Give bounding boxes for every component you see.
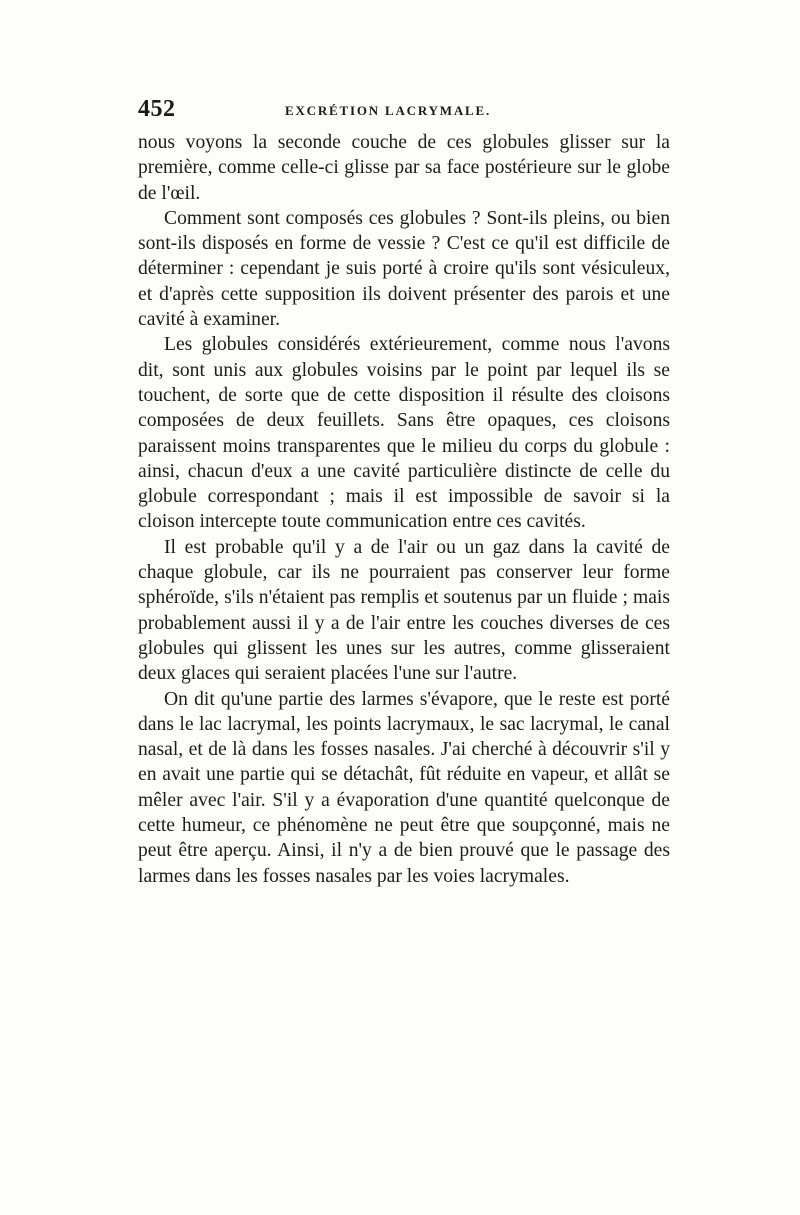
page-number: 452 (138, 96, 176, 122)
paragraph-globule-composition: Comment sont composés ces globules ? Sont-ils pleins, ou bien sont-ils disposés en forme de vessie ? C'est ce qu'il est difficile de déterminer : cependant je suis porté à croire qu'ils sont vésiculeux, et d'après cette supposition ils doivent présenter des parois et une cavité à examiner. (138, 207, 670, 331)
paragraph-globule-cloisons: Les globules considérés extérieurement, comme nous l'avons dit, sont unis aux globules voisins par le point par lequel ils se touchent, de sorte que de cette disposition il résulte des cloisons composées de deux feuillets. Sans être opaques, ces cloisons paraissent moins transparentes que le milieu du corps du globule : ainsi, chacun d'eux a une cavité particulière distincte de celle du globule correspondant ; mais il est impossible de savoir si la cloison intercepte toute communication entre ces cavités. (138, 334, 670, 533)
paragraph-continuation: nous voyons la seconde couche de ces globules glisser sur la première, comme celle-ci glisse par sa face postérieure sur le globe de l'œil. (138, 132, 670, 204)
body-text (138, 130, 670, 889)
paragraph-air-in-cavity: Il est probable qu'il y a de l'air ou un gaz dans la cavité de chaque globule, car ils ne pourraient pas conserver leur forme sphéroïde, s'ils n'étaient pas remplis et soutenus par un fluide ; mais probablement aussi il y a de l'air entre les couches diverses de ces globules qui glissent les unes sur les autres, comme glisseraient deux glaces qui seraient placées l'une sur l'autre. (138, 536, 670, 685)
running-head: EXCRÉTION LACRYMALE. (285, 103, 492, 118)
page-header (138, 96, 668, 126)
paragraph-evaporation: On dit qu'une partie des larmes s'évapore, que le reste est porté dans le lac lacrymal, les points lacrymaux, le sac lacrymal, le canal nasal, et de là dans les fosses nasales. J'ai cherché à découvrir s'il y en avait une partie qui se détachât, fût réduite en vapeur, et allât se mêler avec l'air. S'il y a évaporation d'une quantité quelconque de cette humeur, ce phénomène ne peut être que soupçonné, mais ne peut être aperçu. Ainsi, il n'y a de bien prouvé que le passage des larmes dans les fosses nasales par les voies lacrymales. (138, 688, 670, 887)
